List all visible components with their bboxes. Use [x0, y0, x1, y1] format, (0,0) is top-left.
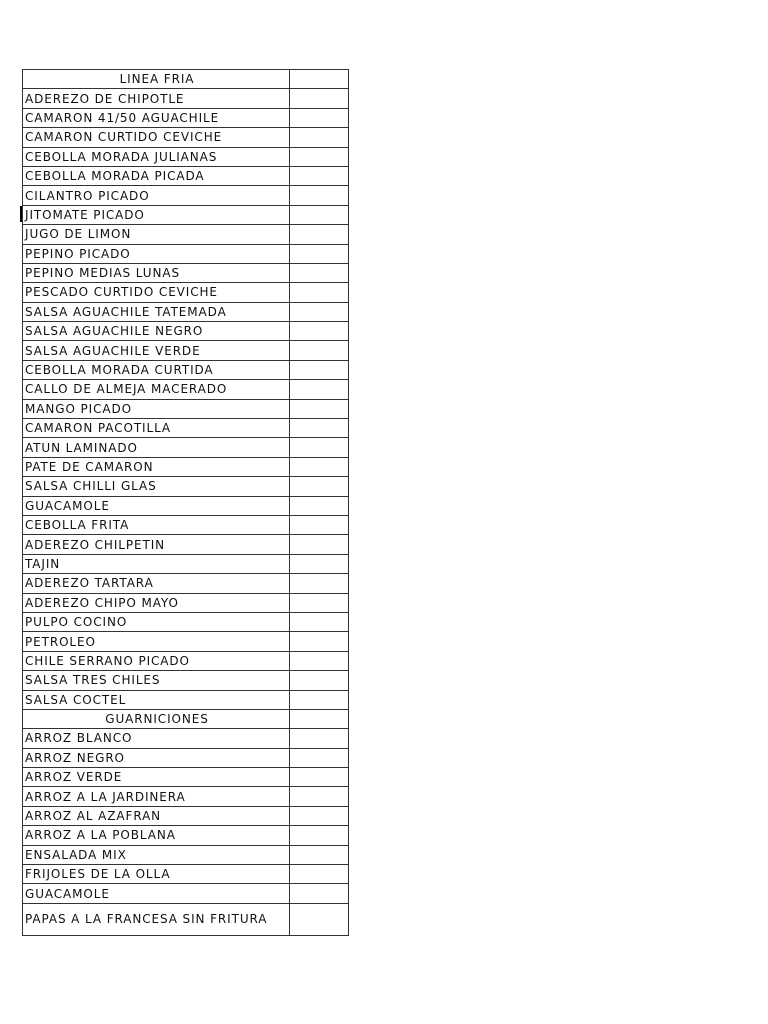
- item-label: PESCADO CURTIDO CEVICHE: [23, 283, 290, 302]
- item-row: [23, 399, 349, 418]
- item-label: MANGO PICADO: [23, 399, 290, 418]
- section-header-row: [23, 709, 349, 728]
- item-row: [23, 205, 349, 224]
- item-row: [23, 593, 349, 612]
- item-label: PATE DE CAMARON: [23, 457, 290, 476]
- item-row: [23, 554, 349, 573]
- item-label: CEBOLLA FRITA: [23, 515, 290, 534]
- item-label: ADEREZO CHILPETIN: [23, 535, 290, 554]
- item-label: JITOMATE PICADO: [23, 205, 290, 224]
- section-title: LINEA FRIA: [23, 70, 290, 89]
- check-cell[interactable]: [290, 612, 349, 631]
- check-cell[interactable]: [290, 166, 349, 185]
- item-label: CAMARON 41/50 AGUACHILE: [23, 108, 290, 127]
- check-cell[interactable]: [290, 108, 349, 127]
- check-cell[interactable]: [290, 865, 349, 884]
- check-cell[interactable]: [290, 826, 349, 845]
- check-cell[interactable]: [290, 89, 349, 108]
- check-cell[interactable]: [290, 438, 349, 457]
- item-label: ATUN LAMINADO: [23, 438, 290, 457]
- check-cell[interactable]: [290, 128, 349, 147]
- item-row: [23, 457, 349, 476]
- item-label: ARROZ NEGRO: [23, 748, 290, 767]
- item-row: [23, 166, 349, 185]
- item-label: ARROZ A LA POBLANA: [23, 826, 290, 845]
- item-row: [23, 806, 349, 825]
- item-row: [23, 787, 349, 806]
- check-cell[interactable]: [290, 419, 349, 438]
- item-row: [23, 612, 349, 631]
- check-cell[interactable]: [290, 690, 349, 709]
- check-cell[interactable]: [290, 651, 349, 670]
- item-label: GUACAMOLE: [23, 496, 290, 515]
- item-label: SALSA COCTEL: [23, 690, 290, 709]
- item-label: ADEREZO TARTARA: [23, 574, 290, 593]
- item-label: TAJIN: [23, 554, 290, 573]
- item-row: [23, 651, 349, 670]
- item-label: SALSA AGUACHILE VERDE: [23, 341, 290, 360]
- item-label: CILANTRO PICADO: [23, 186, 290, 205]
- item-row: [23, 322, 349, 341]
- item-row: [23, 283, 349, 302]
- check-cell[interactable]: [290, 399, 349, 418]
- check-cell[interactable]: [290, 496, 349, 515]
- check-cell[interactable]: [290, 341, 349, 360]
- section-title: GUARNICIONES: [23, 709, 290, 728]
- check-cell[interactable]: [290, 515, 349, 534]
- check-cell[interactable]: [290, 283, 349, 302]
- item-row: [23, 263, 349, 282]
- item-row: [23, 438, 349, 457]
- checklist-body: [23, 70, 349, 936]
- check-cell[interactable]: [290, 884, 349, 903]
- item-row: [23, 419, 349, 438]
- section-header-row: [23, 70, 349, 89]
- check-cell[interactable]: [290, 263, 349, 282]
- item-label: SALSA TRES CHILES: [23, 671, 290, 690]
- item-label: PEPINO PICADO: [23, 244, 290, 263]
- item-label: CHILE SERRANO PICADO: [23, 651, 290, 670]
- item-row: [23, 845, 349, 864]
- item-row: [23, 302, 349, 321]
- check-cell[interactable]: [290, 845, 349, 864]
- item-row: [23, 671, 349, 690]
- check-cell[interactable]: [290, 477, 349, 496]
- item-row: [23, 341, 349, 360]
- item-row: [23, 477, 349, 496]
- checklist-table: [22, 69, 349, 936]
- check-cell[interactable]: [290, 225, 349, 244]
- check-cell[interactable]: [290, 903, 349, 935]
- item-label: ARROZ BLANCO: [23, 729, 290, 748]
- item-row: [23, 768, 349, 787]
- check-cell[interactable]: [290, 457, 349, 476]
- item-row: [23, 884, 349, 903]
- item-row: [23, 903, 349, 935]
- item-row: [23, 574, 349, 593]
- check-cell[interactable]: [290, 70, 349, 89]
- check-cell[interactable]: [290, 554, 349, 573]
- item-label: JUGO DE LIMON: [23, 225, 290, 244]
- item-row: [23, 632, 349, 651]
- item-label: PAPAS A LA FRANCESA SIN FRITURA: [23, 903, 290, 935]
- item-label: SALSA AGUACHILE NEGRO: [23, 322, 290, 341]
- item-row: [23, 496, 349, 515]
- item-label: CALLO DE ALMEJA MACERADO: [23, 380, 290, 399]
- check-cell[interactable]: [290, 806, 349, 825]
- check-cell[interactable]: [290, 729, 349, 748]
- item-row: [23, 729, 349, 748]
- item-row: [23, 690, 349, 709]
- text-cursor: [20, 206, 22, 222]
- item-row: [23, 748, 349, 767]
- item-label: SALSA AGUACHILE TATEMADA: [23, 302, 290, 321]
- item-label: CEBOLLA MORADA CURTIDA: [23, 360, 290, 379]
- item-label: CEBOLLA MORADA JULIANAS: [23, 147, 290, 166]
- check-cell[interactable]: [290, 632, 349, 651]
- item-label: ENSALADA MIX: [23, 845, 290, 864]
- item-row: [23, 128, 349, 147]
- item-label: GUACAMOLE: [23, 884, 290, 903]
- item-label: CEBOLLA MORADA PICADA: [23, 166, 290, 185]
- item-label: CAMARON CURTIDO CEVICHE: [23, 128, 290, 147]
- check-cell[interactable]: [290, 748, 349, 767]
- item-label: PEPINO MEDIAS LUNAS: [23, 263, 290, 282]
- check-cell[interactable]: [290, 380, 349, 399]
- check-cell[interactable]: [290, 147, 349, 166]
- item-row: [23, 244, 349, 263]
- check-cell[interactable]: [290, 535, 349, 554]
- item-row: [23, 535, 349, 554]
- check-cell[interactable]: [290, 186, 349, 205]
- item-label: SALSA CHILLI GLAS: [23, 477, 290, 496]
- item-label: PULPO COCINO: [23, 612, 290, 631]
- item-row: [23, 225, 349, 244]
- item-label: ARROZ A LA JARDINERA: [23, 787, 290, 806]
- check-cell[interactable]: [290, 574, 349, 593]
- check-cell[interactable]: [290, 322, 349, 341]
- check-cell[interactable]: [290, 205, 349, 224]
- item-row: [23, 380, 349, 399]
- item-label: ARROZ VERDE: [23, 768, 290, 787]
- item-row: [23, 147, 349, 166]
- check-cell[interactable]: [290, 787, 349, 806]
- item-label: CAMARON PACOTILLA: [23, 419, 290, 438]
- item-row: [23, 865, 349, 884]
- item-label: ADEREZO DE CHIPOTLE: [23, 89, 290, 108]
- item-row: [23, 515, 349, 534]
- check-cell[interactable]: [290, 244, 349, 263]
- item-row: [23, 108, 349, 127]
- check-cell[interactable]: [290, 768, 349, 787]
- item-label: FRIJOLES DE LA OLLA: [23, 865, 290, 884]
- item-label: PETROLEO: [23, 632, 290, 651]
- item-label: ARROZ AL AZAFRAN: [23, 806, 290, 825]
- check-cell[interactable]: [290, 360, 349, 379]
- check-cell[interactable]: [290, 593, 349, 612]
- check-cell[interactable]: [290, 709, 349, 728]
- check-cell[interactable]: [290, 302, 349, 321]
- check-cell[interactable]: [290, 671, 349, 690]
- item-label: ADEREZO CHIPO MAYO: [23, 593, 290, 612]
- item-row: [23, 89, 349, 108]
- item-row: [23, 826, 349, 845]
- item-row: [23, 186, 349, 205]
- item-row: [23, 360, 349, 379]
